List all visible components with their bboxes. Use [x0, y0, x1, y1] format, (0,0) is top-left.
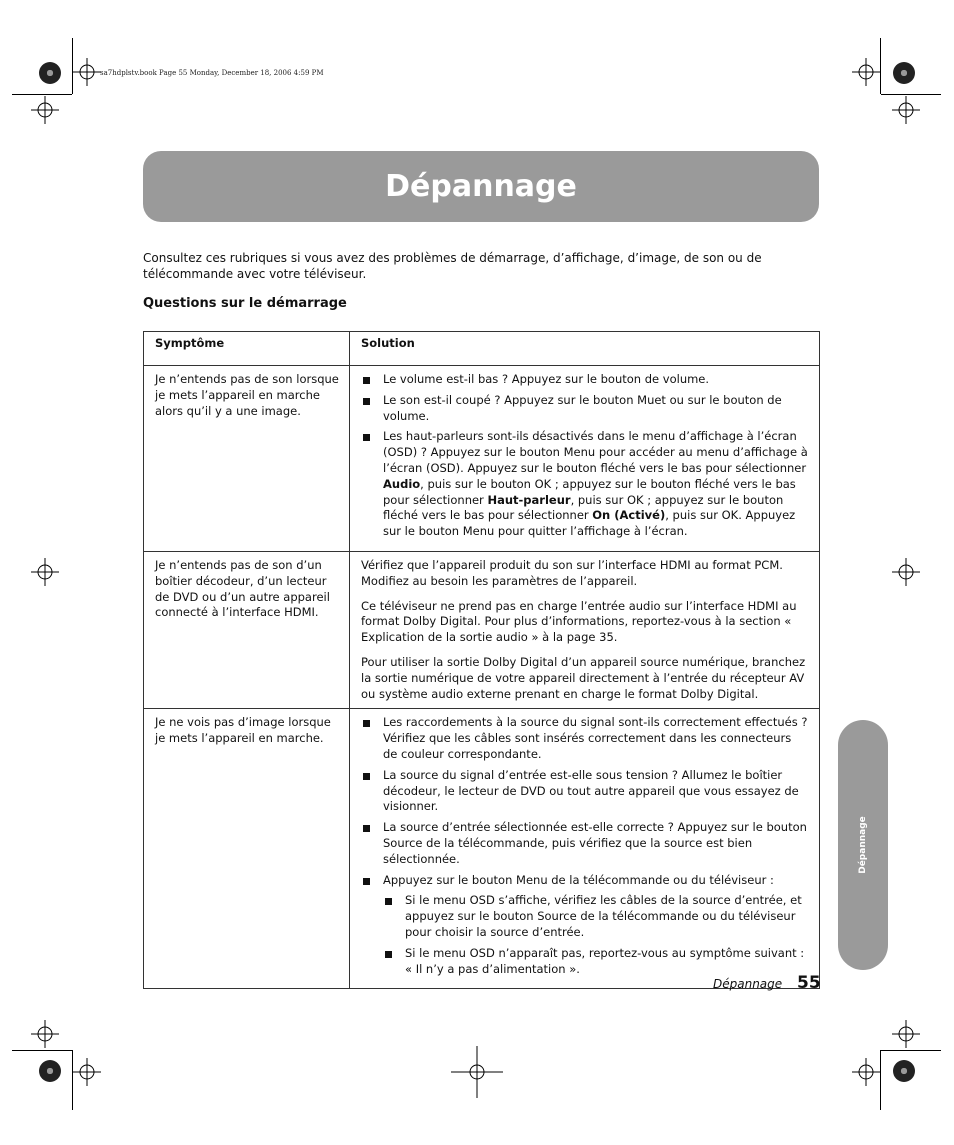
symptom-cell: Je n’entends pas de son d’un boîtier décodeur, d’un lecteur de DVD ou d’un autre appareil connecté à l’interface HDMI.	[144, 551, 350, 708]
side-tab-label-wrap	[838, 720, 888, 970]
section-heading: Questions sur le démarrage	[143, 296, 347, 311]
side-tab-label: Dépannage	[858, 816, 868, 874]
title-banner	[143, 151, 819, 222]
list-item: Le volume est-il bas ? Appuyez sur le bouton de volume.	[361, 372, 809, 388]
sub-list	[383, 893, 809, 977]
table-row	[144, 709, 820, 989]
sub-list-item: Si le menu OSD n’apparaît pas, reportez-vous au symptôme suivant : « Il n’y a pas d’alimentation ».	[383, 946, 809, 978]
header-solution: Solution	[350, 332, 820, 366]
symptom-cell: Je n’entends pas de son lorsque je mets l’appareil en marche alors qu’il y a une image.	[144, 366, 350, 552]
solution-paragraph: Pour utiliser la sortie Dolby Digital d’un appareil source numérique, branchez la sortie numérique de votre appareil directement à l’entrée du récepteur AV ou système audio externe prenant en charge le format Dolby Digital.	[361, 654, 806, 701]
troubleshooting-table	[143, 331, 820, 989]
list-item-text: Appuyez sur le bouton Menu de la télécommande ou du téléviseur :	[383, 872, 774, 887]
solution-cell	[350, 709, 820, 989]
solution-cell	[350, 366, 820, 552]
list-item	[361, 873, 809, 978]
list-item: Le son est-il coupé ? Appuyez sur le bouton Muet ou sur le bouton de volume.	[361, 393, 809, 425]
footer-section-label: Dépannage	[713, 977, 783, 991]
sub-list-item: Si le menu OSD s’affiche, vérifiez les câbles de la source d’entrée, et appuyez sur le bouton Source de la télécommande ou du téléviseur pour choisir la source d’entrée.	[383, 893, 809, 940]
list-item: La source du signal d’entrée est-elle sous tension ? Allumez le boîtier décodeur, le lecteur de DVD ou tout autre appareil que vous essayez de visionner.	[361, 768, 809, 815]
page-title: Dépannage	[385, 169, 577, 204]
solution-list	[361, 372, 809, 540]
table-row	[144, 551, 820, 708]
solution-cell	[350, 551, 820, 708]
text-run: , puis sur OK. Appuyez sur le bouton Menu pour quitter l’affichage à l’écran.	[383, 508, 796, 539]
menu-term-speaker: Haut-parleur	[487, 492, 571, 507]
menu-term-audio: Audio	[383, 476, 421, 491]
intro-paragraph: Consultez ces rubriques si vous avez des problèmes de démarrage, d’affichage, d’image, de son ou de télécommande avec votre téléviseur.	[143, 251, 762, 281]
solution-paragraph: Ce téléviseur ne prend pas en charge l’entrée audio sur l’interface HDMI au format Dolby Digital. Pour plus d’informations, reportez-vous à la section « Explication de la sortie audio » à la page 35.	[361, 598, 797, 645]
header-symptom: Symptôme	[144, 332, 350, 366]
list-item	[361, 429, 809, 540]
menu-term-on: On (Activé)	[592, 508, 666, 523]
table-header-row	[144, 332, 820, 366]
solution-paragraph: Vérifiez que l’appareil produit du son sur l’interface HDMI au format PCM. Modifiez au besoin les paramètres de l’appareil.	[361, 557, 783, 588]
list-item: Les raccordements à la source du signal sont-ils correctement effectués ? Vérifiez que les câbles sont insérés correctement dans les connecteurs de couleur correspondante.	[361, 715, 809, 762]
list-item: La source d’entrée sélectionnée est-elle correcte ? Appuyez sur le bouton Source de la télécommande, puis vérifiez que la source est bien sélectionnée.	[361, 820, 809, 867]
solution-list	[361, 715, 809, 977]
text-run: , puis sur le bouton OK ; appuyez sur le bouton fléché vers le bas pour sélectionner	[383, 476, 796, 507]
symptom-cell: Je ne vois pas d’image lorsque je mets l’appareil en marche.	[144, 709, 350, 989]
print-slug: sa7hdplstv.book Page 55 Monday, December 18, 2006 4:59 PM	[100, 69, 324, 77]
page-number: 55	[797, 973, 821, 993]
text-run: Les haut-parleurs sont-ils désactivés dans le menu d’affichage à l’écran (OSD) ? Appuyez sur le bouton Menu pour accéder au menu d’affichage à l’écran (OSD). Appuyez sur le bouton fléché vers le bas pour sélectionner	[383, 429, 808, 475]
table-row	[144, 366, 820, 552]
text-run: , puis sur OK ; appuyez sur le bouton fléché vers le bas pour sélectionner	[383, 492, 784, 523]
